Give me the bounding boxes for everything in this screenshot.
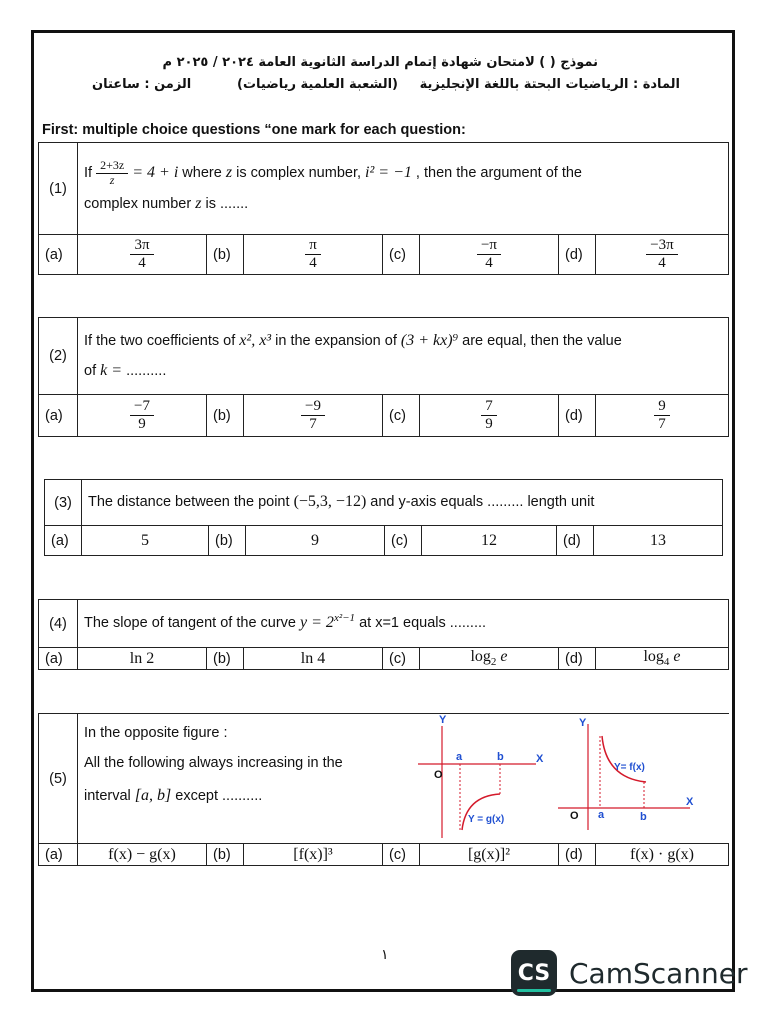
x-label: X xyxy=(686,796,694,808)
option-label-c: (c) xyxy=(383,648,420,670)
question-number: (3) xyxy=(45,480,82,526)
question-number: (1) xyxy=(39,143,78,235)
a-label: a xyxy=(598,809,605,821)
option-c[interactable]: $\log_2 e$ xyxy=(420,648,559,670)
option-d[interactable]: $\frac{-3\pi}{4}$ xyxy=(596,235,729,275)
option-a[interactable]: $\frac{3\pi}{4}$ xyxy=(78,235,207,275)
option-b[interactable]: $\frac{\pi}{4}$ xyxy=(244,235,383,275)
question-1 xyxy=(38,142,729,275)
option-d[interactable]: $\log_4 e$ xyxy=(596,648,729,670)
page-number: ١ xyxy=(381,946,389,962)
question-3 xyxy=(44,479,723,556)
question-2 xyxy=(38,317,729,437)
camscanner-logo-icon: CS xyxy=(511,950,557,996)
option-label-a: (a) xyxy=(45,526,82,556)
figure-g-graph xyxy=(410,712,550,842)
option-label-a: (a) xyxy=(39,648,78,670)
option-a[interactable]: ln 2 xyxy=(78,648,207,670)
option-label-a: (a) xyxy=(39,235,78,275)
curve-label: Y = g(x) xyxy=(468,814,505,825)
option-a[interactable]: f(x) − g(x) xyxy=(78,844,207,866)
b-label: b xyxy=(640,811,647,823)
option-label-d: (d) xyxy=(559,235,596,275)
option-label-d: (d) xyxy=(559,648,596,670)
header-time: الزمن : ساعتان xyxy=(92,77,192,92)
option-a[interactable]: $\frac{-7}{9}$ xyxy=(78,395,207,437)
question-text: The distance between the point (−5,3, −12) and y-axis equals ......... length unit xyxy=(82,480,723,526)
figure-f-graph xyxy=(548,712,698,834)
option-label-b: (b) xyxy=(209,526,246,556)
option-label-b: (b) xyxy=(207,395,244,437)
y-label: Y xyxy=(439,714,447,726)
option-label-c: (c) xyxy=(385,526,422,556)
option-c[interactable]: 12 xyxy=(422,526,557,556)
fraction: $\frac{2+3z}{z}$ xyxy=(96,159,128,188)
question-number: (4) xyxy=(39,600,78,648)
header-line1: نموذج ( ) لامتحان شهادة إتمام الدراسة الثانوية العامة ٢٠٢٤ / ٢٠٢٥ م xyxy=(162,55,598,70)
f-curve xyxy=(602,736,646,782)
a-label: a xyxy=(456,751,463,763)
question-text: If $\frac{2+3z}{z}$ = 4 + i where z is complex number, i² = −1 , then the argument of the complex number z is ....... xyxy=(78,143,729,235)
x-label: X xyxy=(536,753,544,765)
origin-label: O xyxy=(570,810,579,822)
option-b[interactable]: [f(x)]³ xyxy=(244,844,383,866)
option-c[interactable]: $\frac{7}{9}$ xyxy=(420,395,559,437)
question-4 xyxy=(38,599,729,670)
option-label-c: (c) xyxy=(383,844,420,866)
option-label-b: (b) xyxy=(207,235,244,275)
header-subject: المادة : الرياضيات البحتة باللغة الإنجليزية xyxy=(419,77,680,92)
question-text: The slope of tangent of the curve $y = 2^{x^2-1}$ at x=1 equals ......... xyxy=(78,600,729,648)
y-label: Y xyxy=(579,717,587,729)
option-a[interactable]: 5 xyxy=(82,526,209,556)
section-title: First: multiple choice questions “one mark for each question: xyxy=(42,122,466,138)
b-label: b xyxy=(497,751,504,763)
camscanner-text: CamScanner xyxy=(569,956,748,990)
option-label-a: (a) xyxy=(39,844,78,866)
question-text: In the opposite figure : All the following always increasing in the interval [a, b] except .......... xyxy=(78,714,729,844)
option-label-d: (d) xyxy=(559,395,596,437)
option-label-b: (b) xyxy=(207,648,244,670)
option-label-c: (c) xyxy=(383,395,420,437)
origin-label: O xyxy=(434,769,443,781)
option-b[interactable]: 9 xyxy=(246,526,385,556)
option-label-a: (a) xyxy=(39,395,78,437)
option-c[interactable]: $\frac{-\pi}{4}$ xyxy=(420,235,559,275)
curve-label: Y= f(x) xyxy=(614,762,645,773)
option-label-c: (c) xyxy=(383,235,420,275)
option-d[interactable]: 13 xyxy=(594,526,723,556)
option-label-d: (d) xyxy=(559,844,596,866)
option-c[interactable]: [g(x)]² xyxy=(420,844,559,866)
option-b[interactable]: $\frac{-9}{7}$ xyxy=(244,395,383,437)
header-branch: (الشعبة العلمية رياضيات) xyxy=(237,77,398,92)
option-label-b: (b) xyxy=(207,844,244,866)
question-number: (5) xyxy=(39,714,78,844)
question-text: If the two coefficients of x², x³ in the expansion of (3 + kx)⁹ are equal, then the value of k = .......... xyxy=(78,318,729,395)
question-number: (2) xyxy=(39,318,78,395)
camscanner-watermark xyxy=(511,950,748,996)
option-label-d: (d) xyxy=(557,526,594,556)
option-b[interactable]: ln 4 xyxy=(244,648,383,670)
option-d[interactable]: $\frac{9}{7}$ xyxy=(596,395,729,437)
option-d[interactable]: f(x) · g(x) xyxy=(596,844,729,866)
